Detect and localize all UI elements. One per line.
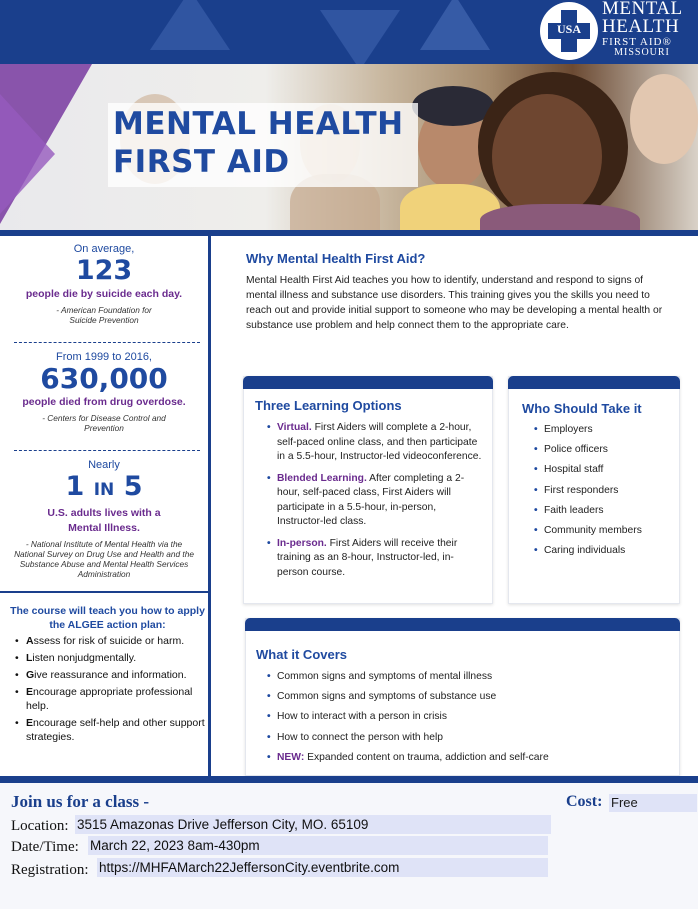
- algee-item: • Give reassurance and information.: [26, 668, 205, 682]
- audience-item: • Faith leaders: [544, 504, 674, 519]
- audience-title: Who Should Take it: [522, 401, 642, 416]
- covers-item: • Common signs and symptoms of mental illness: [277, 670, 677, 685]
- logo-line-1: MENTAL: [602, 0, 683, 19]
- dotted-divider: [14, 450, 200, 451]
- stat-number: 123: [75, 255, 133, 286]
- option-item-virtual: • Virtual. First Aiders will complete a 2-hour, self-paced online class, and then participate in a 5.5-hour, Instructor-led videoconference.: [277, 421, 485, 465]
- learning-options-list: [277, 421, 485, 587]
- datetime-field[interactable]: March 22, 2023 8am-430pm: [88, 836, 548, 855]
- logo-line-2: HEALTH: [602, 16, 680, 37]
- stat-overdose: [6, 351, 202, 433]
- registration-label: Registration:: [11, 862, 89, 878]
- stat-description: people died from drug overdose.: [22, 396, 186, 408]
- location-field[interactable]: 3515 Amazonas Drive Jefferson City, MO. 65109: [75, 815, 551, 834]
- datetime-label: Date/Time:: [11, 839, 79, 855]
- algee-item: • Encourage appropriate professional help.: [26, 685, 205, 713]
- covers-item-new: • NEW: Expanded content on trauma, addiction and self-care: [277, 751, 677, 766]
- stat-description: people die by suicide each day.: [25, 288, 183, 300]
- dotted-divider: [14, 342, 200, 343]
- covers-list: [277, 670, 677, 771]
- decorative-purple-shape-2: [0, 94, 55, 214]
- audience-item: • Caring individuals: [544, 544, 674, 559]
- join-heading: Join us for a class -: [11, 792, 150, 811]
- stat-number: 1 IN 5: [65, 471, 143, 502]
- algee-item: • Encourage self-help and other support strategies.: [26, 716, 205, 744]
- audience-item: • First responders: [544, 484, 674, 499]
- card-header-bar: [508, 376, 680, 389]
- why-heading: Why Mental Health First Aid?: [246, 251, 426, 266]
- stat-pre: On average,: [73, 243, 135, 255]
- stat-pre: From 1999 to 2016,: [55, 351, 152, 363]
- cost-label: Cost:: [566, 793, 603, 810]
- algee-list: [10, 634, 205, 744]
- card-header-bar: [245, 618, 680, 631]
- algee-item: • Assess for risk of suicide or harm.: [26, 634, 205, 648]
- covers-card: [245, 618, 680, 776]
- audience-item: • Police officers: [544, 443, 674, 458]
- covers-item: • How to interact with a person in crisis: [277, 710, 677, 725]
- logo-usa-text: USA: [556, 22, 581, 36]
- title-line-1: MENTAL HEALTH: [113, 106, 404, 142]
- audience-item: • Community members: [544, 524, 674, 539]
- learning-options-card: [243, 376, 493, 604]
- algee-item: • Listen nonjudgmentally.: [26, 651, 205, 665]
- stat-suicide: [6, 243, 202, 325]
- covers-item: • Common signs and symptoms of substance use: [277, 690, 677, 705]
- algee-section: [10, 604, 205, 747]
- logo-line-4: MISSOURI: [614, 47, 670, 58]
- covers-title: What it Covers: [256, 647, 348, 662]
- option-item-in-person: • In-person. First Aiders will receive their training as an 8-hour, Instructor-led, in-person course.: [277, 537, 485, 581]
- option-item-blended: • Blended Learning. After completing a 2-hour, self-paced class, First Aiders will participate in a 5.5-hour, in-person, Instructor-led class.: [277, 472, 485, 530]
- stat-pre: Nearly: [88, 459, 120, 471]
- cost-field[interactable]: Free: [609, 794, 697, 812]
- audience-item: • Hospital staff: [544, 463, 674, 478]
- audience-item: • Employers: [544, 423, 674, 438]
- title-line-2: FIRST AID: [113, 144, 290, 180]
- stat-source: - National Institute of Mental Health via the National Survey on Drug Use and Health and the Substance Abuse and Mental Health Services Administration: [14, 539, 194, 579]
- logo-line-3: FIRST AID®: [602, 36, 672, 48]
- stat-source: - American Foundation for Suicide Prevention: [56, 305, 152, 325]
- page-title: [108, 103, 418, 187]
- footer-divider: [0, 776, 698, 783]
- stat-mental-illness: [6, 459, 202, 579]
- card-header-bar: [243, 376, 493, 389]
- algee-title: The course will teach you how to apply the ALGEE action plan:: [10, 605, 205, 631]
- stat-description: U.S. adults lives with a Mental Illness.: [47, 507, 161, 534]
- mhfa-missouri-logo: [540, 0, 696, 62]
- stat-number: 630,000: [40, 362, 168, 395]
- covers-item: • How to connect the person with help: [277, 731, 677, 746]
- stat-source: - Centers for Disease Control and Prevention: [42, 413, 166, 433]
- location-label: Location:: [11, 818, 69, 834]
- sidebar-divider: [0, 591, 210, 593]
- registration-field[interactable]: https://MHFAMarch22JeffersonCity.eventbrite.com: [97, 858, 548, 877]
- why-paragraph: Mental Health First Aid teaches you how to identify, understand and respond to signs of mental illness and substance use disorders. This training gives you the skills you need to reach out and provide initial support to someone who may be developing a mental health or substance use problem and help connect them to the appropriate care.: [246, 275, 663, 331]
- audience-list: [544, 423, 674, 564]
- column-divider: [208, 236, 211, 776]
- learning-options-title: Three Learning Options: [255, 398, 402, 413]
- audience-card: [508, 376, 680, 604]
